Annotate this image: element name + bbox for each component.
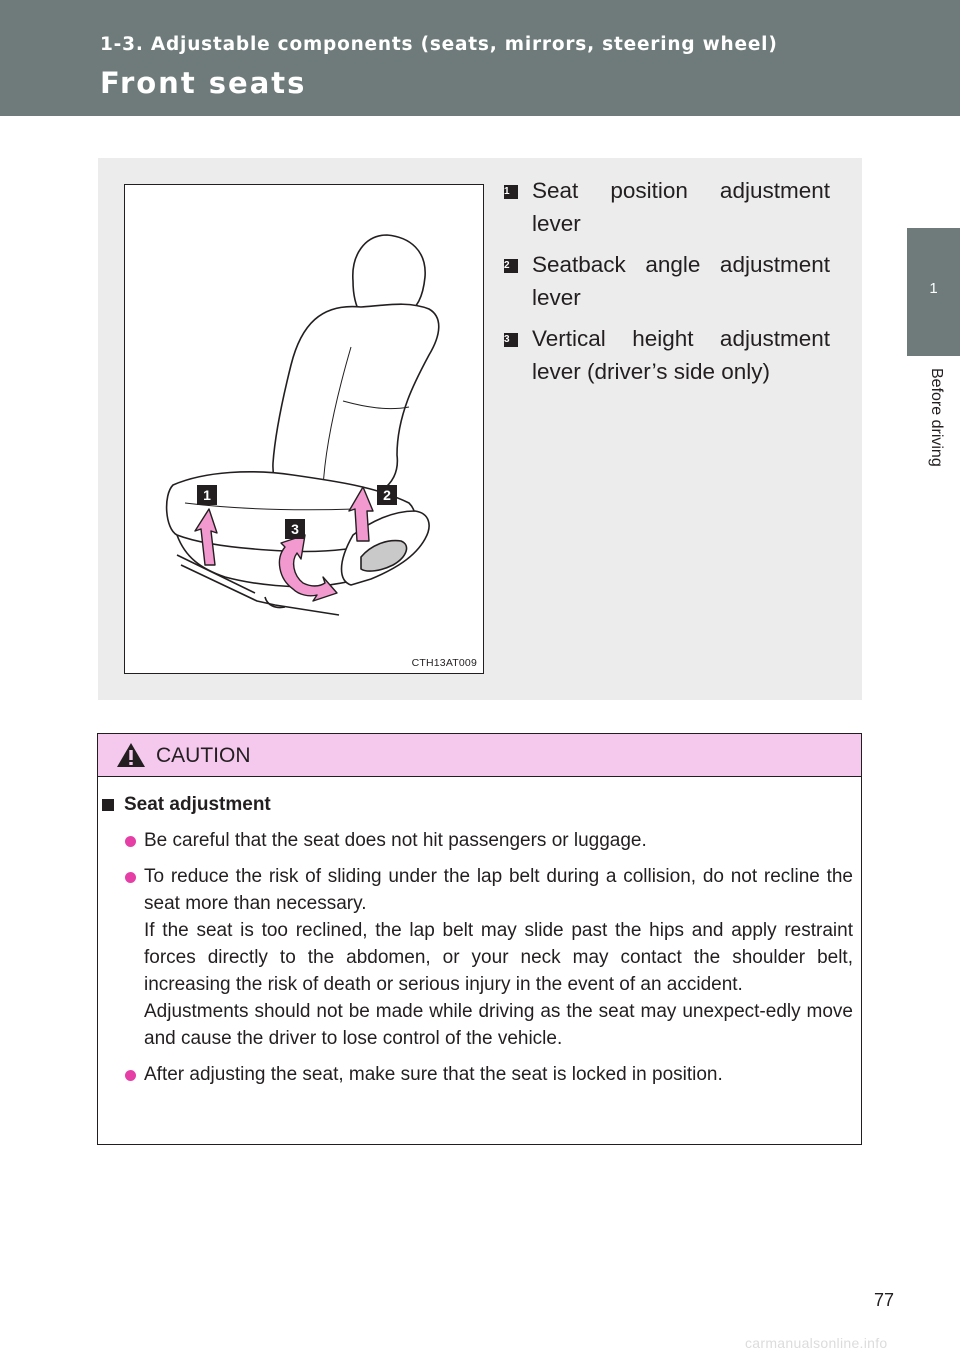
bullet-dot-icon bbox=[125, 836, 136, 847]
legend-marker-3: 3 bbox=[504, 333, 518, 347]
caution-subheading-text: Seat adjustment bbox=[124, 794, 271, 815]
chapter-label: Before driving bbox=[928, 368, 945, 467]
caution-header bbox=[98, 734, 861, 777]
seat-rail bbox=[177, 555, 339, 615]
bullet-dot-icon bbox=[125, 872, 136, 883]
legend-marker-2: 2 bbox=[504, 259, 518, 273]
chapter-tab bbox=[907, 228, 960, 356]
caution-body bbox=[98, 792, 861, 1088]
page-title: Front seats bbox=[100, 66, 307, 100]
figure-legend bbox=[496, 174, 830, 396]
callout-2: 2 bbox=[383, 487, 391, 503]
bullet-paragraph: If the seat is too reclined, the lap belt may slide past the hips and apply restraint forces directly to the abdomen, or your neck may contact the shoulder belt, increasing the risk of death or serious injury in the event of an accident. bbox=[144, 920, 853, 995]
legend-text: Vertical height adjustment lever (driver’s side only) bbox=[532, 326, 830, 384]
warning-icon bbox=[116, 742, 146, 768]
bullet-paragraph: To reduce the risk of sliding under the lap belt during a collision, do not recline the seat more than necessary. bbox=[144, 866, 853, 914]
page-header bbox=[0, 0, 960, 116]
caution-bullet bbox=[124, 1061, 853, 1088]
seat-illustration bbox=[124, 184, 484, 674]
chapter-number: 1 bbox=[929, 280, 938, 297]
bullet-dot-icon bbox=[125, 1070, 136, 1081]
caution-box bbox=[97, 733, 862, 1145]
caution-title: CAUTION bbox=[156, 744, 251, 767]
seat-drawing bbox=[125, 185, 483, 673]
legend-text: Seatback angle adjustment lever bbox=[532, 252, 830, 310]
legend-text: Seat position adjustment lever bbox=[532, 178, 830, 236]
caution-bullet bbox=[124, 827, 853, 854]
page-number: 77 bbox=[873, 1290, 894, 1310]
legend-marker-1: 1 bbox=[504, 185, 518, 199]
callout-3: 3 bbox=[291, 521, 299, 537]
bullet-paragraph: After adjusting the seat, make sure that the seat is locked in position. bbox=[144, 1064, 723, 1085]
bullet-paragraph: Adjustments should not be made while driving as the seat may unexpect-edly move and cause the driver to lose control of the vehicle. bbox=[144, 1001, 853, 1049]
callout-1: 1 bbox=[203, 487, 211, 503]
figure-code: CTH13AT009 bbox=[411, 657, 477, 669]
square-bullet-icon bbox=[102, 799, 114, 811]
legend-item bbox=[496, 248, 830, 314]
watermark: carmanualsonline.info bbox=[745, 1335, 888, 1351]
headrest bbox=[353, 235, 425, 315]
section-title: 1-3. Adjustable components (seats, mirrors, steering wheel) bbox=[100, 34, 778, 55]
figure-panel bbox=[98, 158, 862, 700]
legend-item bbox=[496, 322, 830, 388]
caution-subheading bbox=[98, 792, 861, 818]
legend-item bbox=[496, 174, 830, 240]
bullet-paragraph: Be careful that the seat does not hit passengers or luggage. bbox=[144, 830, 647, 851]
caution-bullet bbox=[124, 863, 853, 1052]
